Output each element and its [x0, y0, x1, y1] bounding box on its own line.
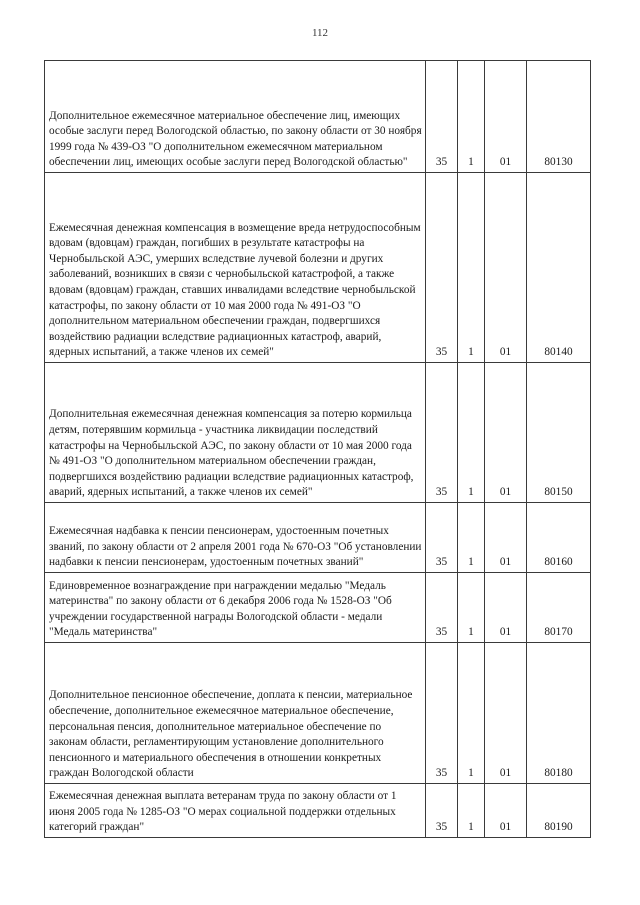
- ministry-code: 35: [426, 503, 458, 573]
- table-row: [45, 503, 591, 573]
- row-description: Дополнительное ежемесячное материальное обеспечение лиц, имеющих особые заслуги перед Вологодской областью, по закону области от 30 ноября 1999 года № 439-ОЗ "О дополнительном ежемесячном материальном обеспечении лиц, имеющих особые заслуги перед Вологодской областью": [45, 61, 426, 173]
- row-description: Единовременное вознаграждение при награждении медалью "Медаль материнства" по закону области от 6 декабря 2006 года № 1528-ОЗ "Об учреждении государственной награды Вологодской области - медали "Медаль материнства": [45, 573, 426, 643]
- ministry-code: 35: [426, 173, 458, 363]
- section-code: 1: [458, 503, 485, 573]
- table-row: [45, 784, 591, 838]
- row-description: Ежемесячная надбавка к пенсии пенсионерам, удостоенным почетных званий, по закону области от 2 апреля 2001 года № 670-ОЗ "Об установлении надбавки к пенсии пенсионерам, удостоенным почетных званий": [45, 503, 426, 573]
- subsection-code: 01: [485, 643, 527, 784]
- article-code: 80190: [527, 784, 591, 838]
- row-description: Дополнительное пенсионное обеспечение, доплата к пенсии, материальное обеспечение, дополнительное ежемесячное материальное обеспечение, персональная пенсия, дополнительное материальное обеспечение по законам области, регламентирующим установление дополнительного пенсионного и материального обеспечения в отношении конкретных граждан Вологодской области: [45, 643, 426, 784]
- table-row: [45, 643, 591, 784]
- table-row: [45, 573, 591, 643]
- subsection-code: 01: [485, 503, 527, 573]
- ministry-code: 35: [426, 643, 458, 784]
- row-description: Дополнительная ежемесячная денежная компенсация за потерю кормильца детям, потерявшим кормильца - участника ликвидации последствий катастрофы на Чернобыльской АЭС, по закону области от 10 мая 2000 года № 491-ОЗ "О дополнительном материальном обеспечении граждан, подвергшихся воздействию радиации вследствие радиационных катастроф, аварий, ядерных испытаний, а также членов их семей": [45, 363, 426, 503]
- table-row: [45, 61, 591, 173]
- article-code: 80170: [527, 573, 591, 643]
- page-number: 112: [311, 27, 329, 39]
- section-code: 1: [458, 643, 485, 784]
- row-description: Ежемесячная денежная выплата ветеранам труда по закону области от 1 июня 2005 года № 1285-ОЗ "О мерах социальной поддержки отдельных категорий граждан": [45, 784, 426, 838]
- article-code: 80150: [527, 363, 591, 503]
- section-code: 1: [458, 173, 485, 363]
- table-row: [45, 363, 591, 503]
- ministry-code: 35: [426, 363, 458, 503]
- subsection-code: 01: [485, 173, 527, 363]
- ministry-code: 35: [426, 784, 458, 838]
- section-code: 1: [458, 61, 485, 173]
- article-code: 80180: [527, 643, 591, 784]
- ministry-code: 35: [426, 573, 458, 643]
- article-code: 80160: [527, 503, 591, 573]
- subsection-code: 01: [485, 61, 527, 173]
- section-code: 1: [458, 784, 485, 838]
- subsection-code: 01: [485, 784, 527, 838]
- row-description: Ежемесячная денежная компенсация в возмещение вреда нетрудоспособным вдовам (вдовцам) граждан, погибших в результате катастрофы на Чернобыльской АЭС, умерших вследствие лучевой болезни и других заболеваний, возникших в связи с чернобыльской катастрофой, а также вдовам (вдовцам) граждан, ставших инвалидами вследствие чернобыльской катастрофы, по закону области от 10 мая 2000 года № 491-ОЗ "О дополнительном материальном обеспечении граждан, подвергшихся воздействию радиации вследствие радиационных катастроф, аварий, ядерных испытаний, а также членов их семей": [45, 173, 426, 363]
- ministry-code: 35: [426, 61, 458, 173]
- article-code: 80130: [527, 61, 591, 173]
- table-row: [45, 173, 591, 363]
- section-code: 1: [458, 363, 485, 503]
- section-code: 1: [458, 573, 485, 643]
- subsection-code: 01: [485, 363, 527, 503]
- subsection-code: 01: [485, 573, 527, 643]
- article-code: 80140: [527, 173, 591, 363]
- budget-classification-table: [44, 60, 591, 838]
